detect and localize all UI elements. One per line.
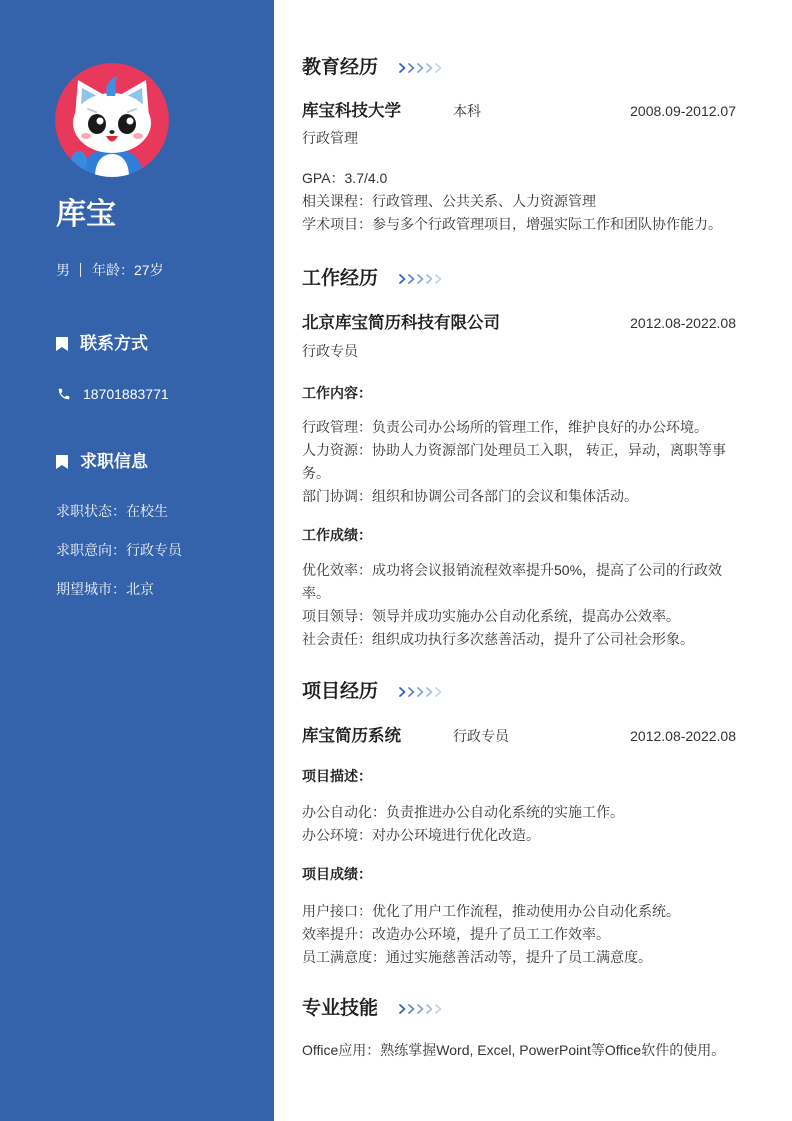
chevron-right-icon — [409, 1005, 414, 1013]
work-content-label: 工作内容： — [302, 385, 372, 401]
work-entry — [302, 311, 736, 335]
chevron-right-icon — [427, 275, 432, 283]
section-header — [302, 678, 736, 706]
education-entry — [302, 99, 736, 123]
chevron-right-icon — [436, 275, 441, 283]
work-content-list — [302, 416, 736, 508]
chevron-right-icon — [427, 1005, 432, 1013]
work-achievements-list — [302, 559, 736, 651]
skills-list — [302, 1039, 736, 1062]
list-item: 部门协调：组织和协调公司各部门的会议和集体活动。 — [302, 488, 638, 504]
education-period: 2008.09-2012.07 — [630, 103, 736, 119]
list-item: 效率提升：改造办公环境，提升了员工工作效率。 — [302, 926, 610, 942]
job-info-title: 求职信息 — [80, 452, 148, 471]
expected-city: 期望城市：北京 — [56, 581, 154, 597]
degree: 本科 — [453, 103, 481, 119]
education-title: 教育经历 — [302, 57, 379, 78]
skills-title: 专业技能 — [302, 998, 379, 1019]
list-item: 社会责任：组织成功执行多次慈善活动，提升了公司社会形象。 — [302, 631, 694, 647]
phone-icon — [57, 387, 71, 401]
chevron-right-icon — [418, 275, 423, 283]
list-item: 员工满意度：通过实施慈善活动等，提升了员工满意度。 — [302, 949, 652, 965]
basic-info — [56, 259, 164, 281]
chevron-right-icon — [409, 64, 414, 72]
section-chevrons — [398, 62, 444, 74]
chevron-right-icon — [409, 275, 414, 283]
list-item: 相关课程：行政管理、公共关系、人力资源管理 — [302, 193, 596, 209]
mascot-eye-right — [118, 114, 136, 134]
section-header — [302, 265, 736, 293]
mascot-paw — [71, 151, 87, 171]
gender: 男 — [56, 262, 70, 278]
list-item: 用户接口：优化了用户工作流程，推动使用办公自动化系统。 — [302, 903, 680, 919]
phone-row — [57, 383, 169, 405]
chevron-right-icon — [418, 688, 423, 696]
chevron-right-icon — [409, 688, 414, 696]
bookmark-icon — [56, 455, 68, 469]
list-item: 人力资源：协助人力资源部门处理员工入职， 转正，异动，离职等事务。 — [302, 442, 726, 481]
list-item: 学术项目：参与多个行政管理项目，增强实际工作和团队协作能力。 — [302, 216, 722, 232]
company-name: 北京库宝简历科技有限公司 — [302, 314, 500, 332]
project-title: 项目经历 — [302, 681, 379, 702]
candidate-name: 库宝 — [56, 198, 116, 231]
section-chevrons — [398, 686, 444, 698]
chevron-right-icon — [436, 1005, 441, 1013]
chevron-right-icon — [427, 688, 432, 696]
project-role: 行政专员 — [453, 728, 509, 744]
list-item: Office应用：熟练掌握Word, Excel, PowerPoint等Office软件的使用。 — [302, 1042, 726, 1058]
cat-mascot-image — [55, 63, 169, 177]
project-description-label: 项目描述： — [302, 768, 372, 784]
section-header — [302, 995, 736, 1023]
project-achievements-label: 项目成绩： — [302, 866, 372, 882]
section-chevrons — [398, 273, 444, 285]
chevron-right-icon — [436, 64, 441, 72]
list-item: 办公环境：对办公环境进行优化改造。 — [302, 827, 540, 843]
mascot-head — [73, 93, 151, 153]
work-section — [302, 265, 736, 651]
mascot-eye-shine-left — [97, 118, 104, 125]
age: 年龄：27岁 — [92, 262, 164, 278]
chevron-right-icon — [418, 64, 423, 72]
chevron-right-icon — [400, 1005, 405, 1013]
section-chevrons — [398, 1003, 444, 1015]
job-intention: 求职意向：行政专员 — [56, 542, 182, 558]
section-header — [302, 54, 736, 82]
chevron-right-icon — [400, 64, 405, 72]
school-name: 库宝科技大学 — [302, 102, 401, 120]
work-title: 工作经历 — [302, 268, 379, 289]
job-info-heading — [56, 450, 148, 474]
contact-title: 联系方式 — [80, 334, 148, 353]
chevron-right-icon — [400, 275, 405, 283]
chevron-right-icon — [418, 1005, 423, 1013]
list-item: 项目领导：领导并成功实施办公自动化系统，提高办公效率。 — [302, 608, 680, 624]
project-section — [302, 678, 736, 969]
job-status: 求职状态：在校生 — [56, 503, 168, 519]
project-name: 库宝简历系统 — [302, 727, 401, 745]
skills-section — [302, 995, 736, 1062]
mascot-nose — [109, 130, 114, 134]
mascot-eye-left — [88, 114, 106, 134]
major: 行政管理 — [302, 130, 358, 146]
education-details — [302, 167, 736, 236]
bookmark-icon — [56, 337, 68, 351]
avatar — [55, 63, 169, 177]
mascot-cheek-right — [133, 133, 143, 139]
work-achievements-label: 工作成绩： — [302, 527, 372, 543]
phone-number: 18701883771 — [83, 386, 169, 402]
contact-heading — [56, 332, 148, 356]
list-item: 办公自动化：负责推进办公自动化系统的实施工作。 — [302, 804, 624, 820]
project-period: 2012.08-2022.08 — [630, 728, 736, 744]
list-item: 优化效率：成功将会议报销流程效率提升50%，提高了公司的行政效率。 — [302, 562, 723, 601]
divider — [80, 263, 81, 277]
list-item: 行政管理：负责公司办公场所的管理工作，维护良好的办公环境。 — [302, 419, 708, 435]
position: 行政专员 — [302, 343, 358, 359]
chevron-right-icon — [427, 64, 432, 72]
sidebar — [0, 0, 274, 1121]
project-achievements-list — [302, 900, 736, 969]
chevron-right-icon — [400, 688, 405, 696]
education-section — [302, 54, 736, 236]
work-period: 2012.08-2022.08 — [630, 315, 736, 331]
list-item: GPA：3.7/4.0 — [302, 170, 388, 186]
chevron-right-icon — [436, 688, 441, 696]
project-description-list — [302, 801, 736, 847]
mascot-eye-shine-right — [127, 118, 134, 125]
project-entry — [302, 724, 736, 748]
mascot-cheek-left — [81, 133, 91, 139]
